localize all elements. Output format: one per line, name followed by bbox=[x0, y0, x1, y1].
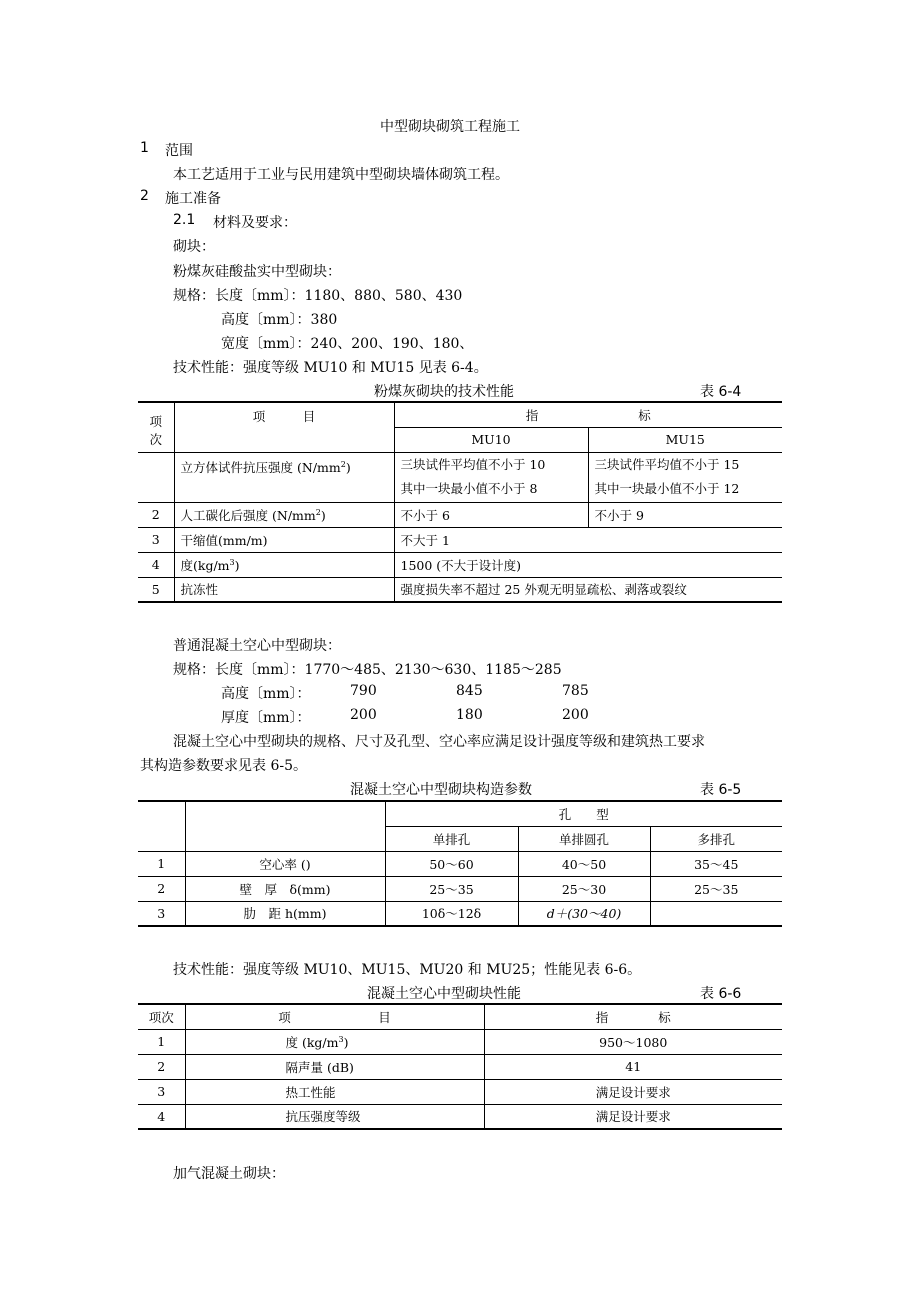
fly-ash-performance: 技术性能：强度等级 MU10 和 MU15 见表 6-4。 bbox=[173, 360, 488, 376]
t66-row3-name: 热工性能 bbox=[185, 1079, 484, 1104]
t65-row3-name: 肋 距 h(mm) bbox=[185, 901, 385, 926]
section-1-number: 1 bbox=[140, 140, 149, 156]
concrete-thick-1: 200 bbox=[350, 707, 377, 723]
header-item bbox=[174, 402, 394, 452]
t66-row4-name: 抗压强度等级 bbox=[185, 1104, 484, 1129]
t65-row1-b: 40～50 bbox=[518, 851, 650, 876]
fly-ash-title: 粉煤灰硅酸盐实中型砌块： bbox=[173, 264, 341, 280]
row1-mu10-a: 三块试件平均值不小于 10 bbox=[400, 457, 546, 472]
t66-row2-seq: 2 bbox=[138, 1054, 185, 1079]
header-item-a: 项 bbox=[252, 409, 266, 424]
concrete-length: 规格：长度〔mm〕：1770～485、2130～630、1185～285 bbox=[173, 662, 562, 678]
table-6-6-number: 表 6-6 bbox=[700, 986, 742, 1002]
t65-row2-b: 25～30 bbox=[518, 876, 650, 901]
concrete-thick-3: 200 bbox=[562, 707, 589, 723]
table-6-4-number: 表 6-4 bbox=[700, 384, 742, 400]
fly-ash-length: 规格：长度〔mm〕：1180、880、580、430 bbox=[173, 288, 463, 304]
t66-row3-value: 满足设计要求 bbox=[484, 1079, 782, 1104]
performance-2: 技术性能：强度等级 MU10、MU15、MU20 和 MU25；性能见表 6-6。 bbox=[173, 962, 642, 978]
header-index-b: 标 bbox=[638, 407, 651, 423]
t66-row2-name: 隔声量 (dB) bbox=[185, 1054, 484, 1079]
t65-row3-seq: 3 bbox=[138, 901, 185, 926]
page-title: 中型砌块砌筑工程施工 bbox=[380, 119, 520, 135]
t65-header-hole: 孔 型 bbox=[385, 801, 782, 826]
row4-name: 度$(kg/m^3)$ bbox=[174, 552, 394, 577]
row1-unit: (N/mm bbox=[297, 459, 341, 475]
row1-mu10 bbox=[394, 452, 588, 502]
row1-mu10-b: 其中一块最小值不小于 8 bbox=[400, 481, 538, 496]
table-6-4 bbox=[138, 401, 782, 603]
header-seq: 项次 bbox=[138, 402, 174, 452]
row2-mu10: 不小于 6 bbox=[394, 502, 588, 527]
section-1-text: 本工艺适用于工业与民用建筑中型砌块墙体砌筑工程。 bbox=[173, 167, 509, 183]
section-1-heading: 范围 bbox=[165, 143, 193, 159]
row1-name: 立方体试件抗压强度 $(N/mm^2)$ bbox=[174, 452, 394, 502]
t65-row3-c bbox=[650, 901, 782, 926]
row1-mu15 bbox=[588, 452, 782, 502]
t65-row2-name: 壁 厚 δ(mm) bbox=[185, 876, 385, 901]
table-6-5 bbox=[138, 800, 782, 927]
t65-row2-a: 25～35 bbox=[385, 876, 518, 901]
concrete-title: 普通混凝土空心中型砌块： bbox=[173, 638, 341, 654]
t65-header-single: 单排孔 bbox=[385, 826, 518, 851]
row1-mu15-b: 其中一块最小值不小于 12 bbox=[594, 481, 740, 496]
row2-seq: 2 bbox=[138, 502, 174, 527]
t65-row3-b: d＋(30～40) bbox=[518, 901, 650, 926]
concrete-thick-label: 厚度〔mm〕： bbox=[221, 710, 311, 726]
concrete-paragraph-1: 混凝土空心中型砌块的规格、尺寸及孔型、空心率应满足设计强度等级和建筑热工要求 bbox=[173, 734, 705, 750]
t65-row2-c: 25～35 bbox=[650, 876, 782, 901]
table-6-5-caption: 混凝土空心中型砌块构造参数 bbox=[350, 782, 532, 798]
row5-seq: 5 bbox=[138, 577, 174, 602]
concrete-height-label: 高度〔mm〕： bbox=[221, 686, 311, 702]
table-6-5-number: 表 6-5 bbox=[700, 782, 742, 798]
header-mu10: MU10 bbox=[394, 427, 588, 452]
header-item-b: 目 bbox=[302, 409, 316, 424]
t65-row1-seq: 1 bbox=[138, 851, 185, 876]
header-mu15: MU15 bbox=[588, 427, 782, 452]
t66-row1-seq: 1 bbox=[138, 1029, 185, 1054]
t65-header-multi: 多排孔 bbox=[650, 826, 782, 851]
table-6-4-caption: 粉煤灰砌块的技术性能 bbox=[374, 384, 514, 400]
t66-row1-name: 度 $(kg/m^3)$ bbox=[185, 1029, 484, 1054]
row2-unit: (N/mm bbox=[272, 507, 316, 523]
concrete-height-1: 790 bbox=[350, 683, 377, 699]
block-label: 砌块： bbox=[173, 239, 215, 255]
t66-header-index: 指 标 bbox=[484, 1004, 782, 1029]
row5-value: 强度损失率不超过 25 外观无明显疏松、剥落或裂纹 bbox=[400, 582, 687, 598]
header-index bbox=[394, 402, 782, 427]
row4-name-text: 度(kg/m bbox=[180, 557, 230, 573]
row2-name-text: 人工碳化后强度 bbox=[180, 507, 269, 523]
t66-row1-name-text: 度 (kg/m bbox=[285, 1034, 339, 1050]
t65-row1-a: 50～60 bbox=[385, 851, 518, 876]
concrete-paragraph-2: 其构造参数要求见表 6-5。 bbox=[140, 758, 307, 774]
concrete-thick-2: 180 bbox=[456, 707, 483, 723]
row1-name-text: 立方体试件抗压强度 bbox=[180, 459, 294, 475]
concrete-height-3: 785 bbox=[562, 683, 589, 699]
row2-name: 人工碳化后强度 $(N/mm^2)$ bbox=[174, 502, 394, 527]
t65-header-seq bbox=[138, 801, 185, 851]
row4-seq: 4 bbox=[138, 552, 174, 577]
header-index-a: 指 bbox=[525, 407, 539, 423]
t65-row1-c: 35～45 bbox=[650, 851, 782, 876]
section-2-1-text: 材料及要求： bbox=[213, 215, 297, 231]
fly-ash-height: 高度〔mm〕：380 bbox=[221, 312, 338, 328]
row5-name: 抗冻性 bbox=[174, 577, 394, 602]
section-2-number: 2 bbox=[140, 188, 149, 204]
concrete-height-2: 845 bbox=[456, 683, 483, 699]
aerated-title: 加气混凝土砌块： bbox=[173, 1166, 285, 1182]
t66-header-item: 项 目 bbox=[185, 1004, 484, 1029]
t66-row3-seq: 3 bbox=[138, 1079, 185, 1104]
row4-value: 1500 (不大于设计度) bbox=[394, 552, 782, 577]
t66-header-seq: 项次 bbox=[138, 1004, 185, 1029]
t66-row2-value: 41 bbox=[484, 1054, 782, 1079]
t66-row4-value: 满足设计要求 bbox=[595, 1109, 671, 1125]
row3-name: 干缩值(mm/m) bbox=[174, 527, 394, 552]
fly-ash-width: 宽度〔mm〕：240、200、190、180、 bbox=[221, 336, 474, 352]
row1-mu15-a: 三块试件平均值不小于 15 bbox=[594, 457, 740, 472]
row3-value: 不大于 1 bbox=[394, 527, 782, 552]
row3-seq: 3 bbox=[138, 527, 174, 552]
row1-seq bbox=[138, 452, 174, 502]
section-2-1-number: 2.1 bbox=[173, 212, 196, 228]
table-6-6 bbox=[138, 1003, 782, 1130]
table-6-6-caption: 混凝土空心中型砌块性能 bbox=[367, 986, 521, 1002]
t66-row4-seq: 4 bbox=[138, 1104, 185, 1129]
section-2-heading: 施工准备 bbox=[165, 191, 221, 207]
row2-mu15: 不小于 9 bbox=[588, 502, 782, 527]
t65-header-round: 单排圆孔 bbox=[518, 826, 650, 851]
t66-row1-value: 950～1080 bbox=[484, 1029, 782, 1054]
t65-header-item bbox=[185, 801, 385, 851]
t65-row1-name: 空心率 () bbox=[185, 851, 385, 876]
t65-row2-seq: 2 bbox=[138, 876, 185, 901]
t65-row3-a: 10δ～12δ bbox=[385, 901, 518, 926]
